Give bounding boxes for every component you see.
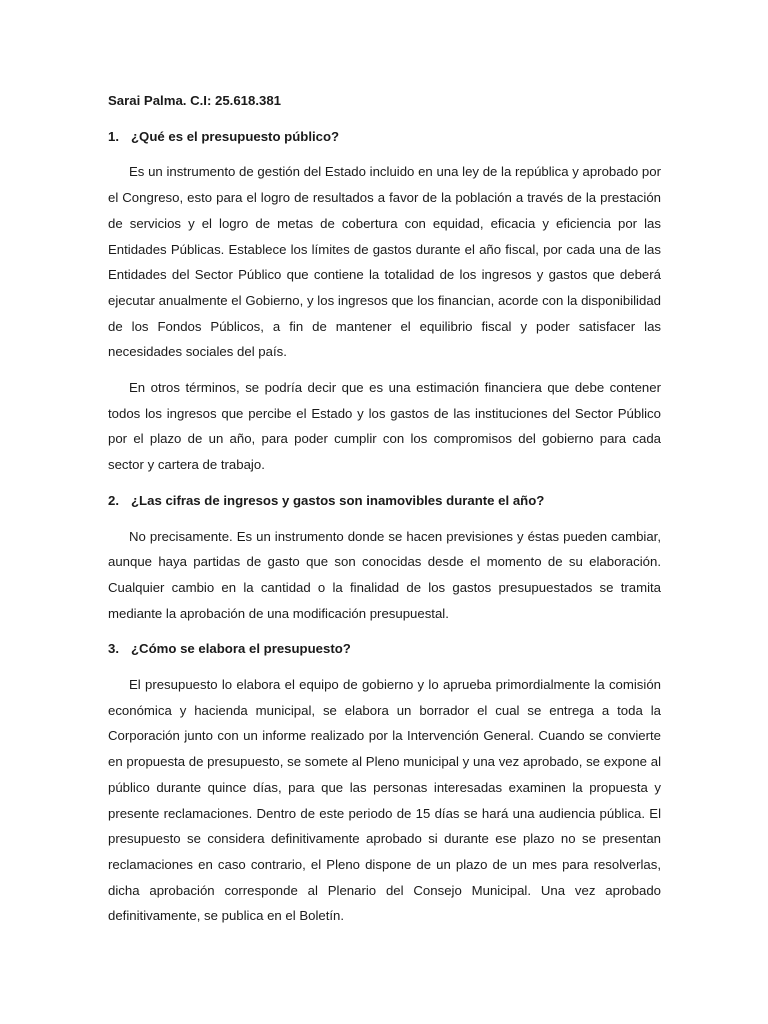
question-number: 2. <box>108 492 119 508</box>
paragraph: El presupuesto lo elabora el equipo de gobierno y lo aprueba primordialmente la comisión económica y hacienda municipal, se elabora un borrador el cual se entrega a toda la Corporación junto con un informe realizado por la Intervención General. Cuando se convierte en propuesta de presupuesto, se somete al Pleno municipal y una vez aprobado, se expone al público durante quince días, para que las personas interesadas examinen la propuesta y presente reclamaciones. Dentro de este periodo de 15 días se hará una audiencia pública. El presupuesto se considera definitivamente aprobado si durante ese plazo no se presentan reclamaciones en caso contrario, el Pleno dispone de un plazo de un mes para resolverlas, dicha aprobación corresponde al Plenario del Consejo Municipal. Una vez aprobado definitivamente, se publica en el Boletín. <box>108 677 661 924</box>
section-2 <box>108 488 661 627</box>
author-line: Sarai Palma. C.I: 25.618.381 <box>108 93 282 108</box>
document-page <box>108 88 661 939</box>
paragraph: Es un instrumento de gestión del Estado incluido en una ley de la república y aprobado por el Congreso, esto para el logro de resultados a favor de la población a través de la prestación de servicios y el logro de metas de cobertura con equidad, eficacia y eficiencia por las Entidades Públicas. Establece los límites de gastos durante el año fiscal, por cada una de las Entidades del Sector Público que contiene la totalidad de los ingresos y gastos que deberá ejecutar anualmente el Gobierno, y los ingresos que los financian, acorde con la disponibilidad de los Fondos Públicos, a fin de mantener el equilibrio fiscal y poder satisfacer las necesidades sociales del país. <box>108 164 661 360</box>
section-3 <box>108 636 661 929</box>
paragraph: En otros términos, se podría decir que es una estimación financiera que debe contener todos los ingresos que percibe el Estado y los gastos de las instituciones del Sector Público por el plazo de un año, para poder cumplir con los compromisos del gobierno para cada sector y cartera de trabajo. <box>108 380 661 473</box>
question-heading <box>108 124 661 150</box>
question-text: ¿Qué es el presupuesto público? <box>131 128 340 144</box>
question-text: ¿Las cifras de ingresos y gastos son inamovibles durante el año? <box>131 492 545 508</box>
section-1 <box>108 124 661 478</box>
question-number: 3. <box>108 641 119 657</box>
question-heading <box>108 488 661 514</box>
question-heading <box>108 636 661 662</box>
question-number: 1. <box>108 128 119 144</box>
paragraph: No precisamente. Es un instrumento donde se hacen previsiones y éstas pueden cambiar, aunque haya partidas de gasto que son conocidas desde el momento de su elaboración. Cualquier cambio en la cantidad o la finalidad de los gastos presupuestados se tramita mediante la aprobación de una modificación presupuestal. <box>108 528 661 621</box>
question-text: ¿Cómo se elabora el presupuesto? <box>131 641 351 657</box>
